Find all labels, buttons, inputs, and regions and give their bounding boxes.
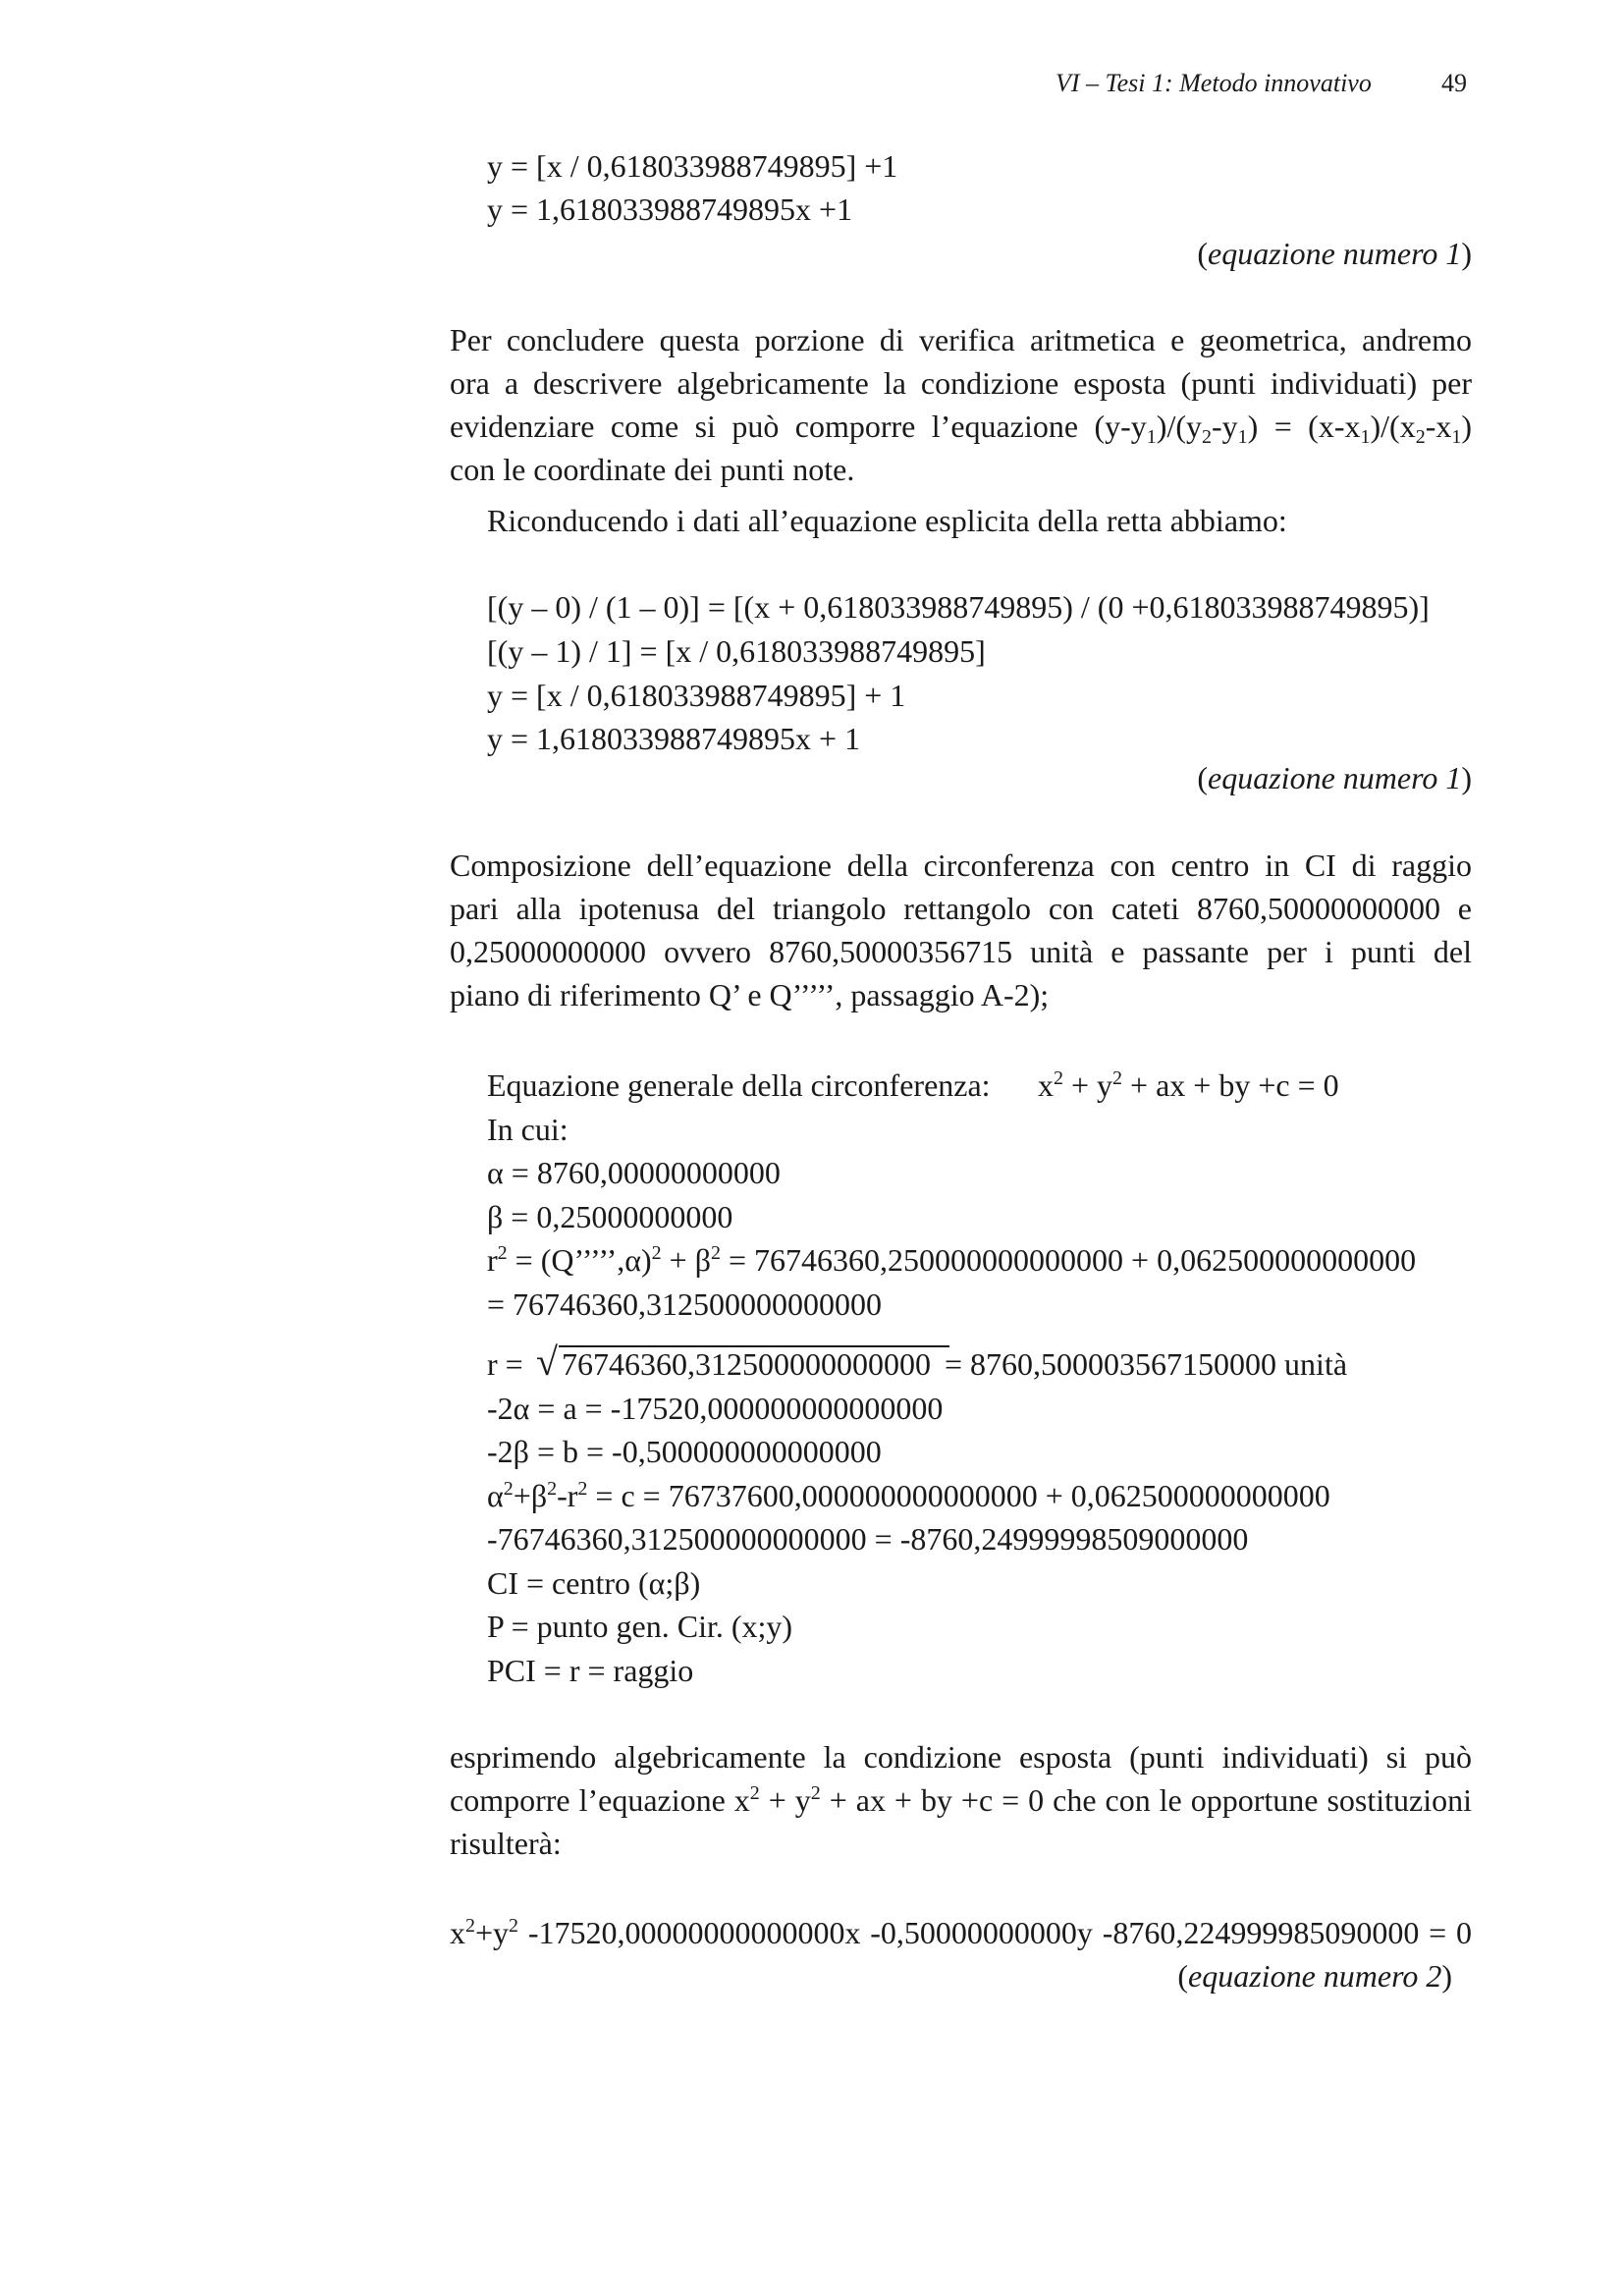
paragraph-line: con le coordinate dei punti note. — [450, 452, 855, 487]
paragraph-line: esprimendo algebricamente la condizione esposta (punti individuati) si può — [450, 1739, 1472, 1775]
equation-line: y = 1,618033988749895x + 1 — [487, 721, 861, 756]
equation-line: y = 1,618033988749895x +1 — [487, 191, 853, 227]
square-root-icon: √ — [536, 1339, 558, 1384]
equation-line: = 76746360,312500000000000 — [487, 1286, 883, 1322]
equation-line: y = [x / 0,618033988749895] +1 — [487, 148, 898, 184]
equation-number: (equazione numero 2) — [1177, 1958, 1452, 1994]
equation-line: -2β = b = -0,500000000000000 — [487, 1434, 882, 1469]
paragraph — [450, 844, 1472, 1016]
equation-line: -2α = a = -17520,000000000000000 — [487, 1391, 944, 1426]
paragraph-line: risulterà: — [450, 1826, 562, 1861]
paragraph-line: piano di riferimento Q’ e Q’’’’’, passaggio A-2); — [450, 977, 1050, 1012]
equation-line: y = [x / 0,618033988749895] + 1 — [487, 678, 906, 713]
running-header — [1056, 69, 1467, 98]
equation-line: α = 8760,00000000000 — [487, 1155, 781, 1190]
general-equation-label: Equazione generale della circonferenza: — [487, 1067, 991, 1103]
radius-value: = 8760,500003567150000 unità — [945, 1346, 1348, 1382]
equation-line: CI = centro (α;β) — [487, 1565, 701, 1601]
equation-line: PCI = r = raggio — [487, 1653, 694, 1688]
paragraph-line: ora a descrivere algebricamente la condizione esposta (punti individuati) per — [450, 365, 1472, 401]
final-equation: $x^2+y^2$ -17520,00000000000000x -0,50000000000y -8760,224999985090000 = 0 — [450, 1915, 1472, 1950]
equation-number: (equazione numero 1) — [1197, 236, 1472, 271]
paragraph — [450, 318, 1472, 491]
equation-line: P = punto gen. Cir. (x;y) — [487, 1609, 793, 1644]
paragraph-line: comporre l’equazione $x^2 + y^2$ + ax + by +c = 0 che con le opportune sostituzioni — [450, 1782, 1473, 1818]
equation-line: $\alpha^2+\beta^2-r^2 = c = 76737600,000000000000000 + 0,062500000000000$ — [487, 1478, 1330, 1513]
paragraph-line: Per concludere questa porzione di verifica aritmetica e geometrica, andremo — [450, 322, 1472, 357]
paragraph-line: Composizione dell’equazione della circonferenza con centro in CI di raggio — [450, 847, 1472, 883]
equation-line: $r^2$ = (Q’’’’’,α)$^2$ + $\beta^2 = 76746360,250000000000000 + 0,062500000000000$ — [487, 1242, 1417, 1278]
general-equation: $x^2 + y^2$ + ax + by +c = 0 — [1038, 1067, 1339, 1103]
paragraph — [450, 1735, 1472, 1865]
section-title: VI – Tesi 1: Metodo innovativo — [1056, 69, 1372, 97]
radius-label: r = — [487, 1346, 523, 1382]
equation-line: [(y – 1) / 1] = [x / 0,618033988749895] — [487, 633, 986, 669]
page-number: 49 — [1441, 69, 1467, 97]
equation-line: In cui: — [487, 1112, 568, 1147]
paragraph-line: evidenziare come si può comporre l’equazione $(y-y_1)/(y_2-y_1) = (x-x_1)/(x_2-x_1)$ — [450, 409, 1473, 448]
equation-line: β = 0,25000000000 — [487, 1199, 733, 1234]
equation-number: (equazione numero 1) — [1197, 760, 1472, 795]
paragraph-line: pari alla ipotenusa del triangolo rettangolo con cateti 8760,50000000000 e — [450, 891, 1472, 926]
paragraph-line: 0,25000000000 ovvero 8760,50000356715 unità e passante per i punti del — [450, 934, 1472, 969]
paragraph-line: Riconducendo i dati all’equazione esplicita della retta abbiamo: — [487, 503, 1287, 538]
equation-line: -76746360,312500000000000 = -8760,24999998509000000 — [487, 1521, 1249, 1557]
equation-line: [(y – 0) / (1 – 0)] = [(x + 0,618033988749895) / (0 +0,618033988749895)] — [487, 589, 1430, 625]
radicand: 76746360,312500000000000 — [562, 1346, 931, 1382]
